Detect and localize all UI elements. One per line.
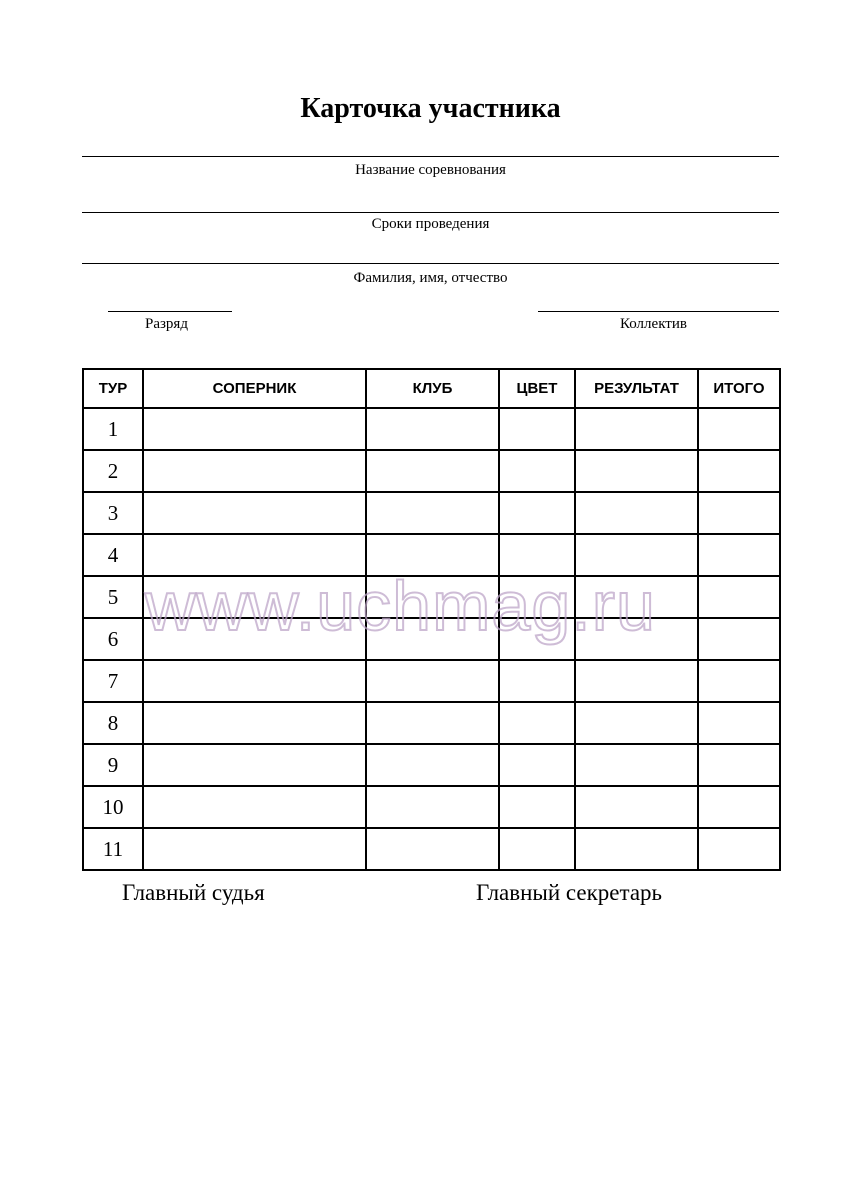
total-cell[interactable] <box>698 450 780 492</box>
club-cell[interactable] <box>366 702 499 744</box>
table-row <box>83 828 780 870</box>
opponent-cell[interactable] <box>143 702 366 744</box>
color-cell[interactable] <box>499 492 575 534</box>
result-cell[interactable] <box>575 702 698 744</box>
opponent-cell[interactable] <box>143 492 366 534</box>
opponent-cell[interactable] <box>143 786 366 828</box>
tour-number: 9 <box>83 744 143 786</box>
tour-number: 7 <box>83 660 143 702</box>
result-cell[interactable] <box>575 744 698 786</box>
total-cell[interactable] <box>698 702 780 744</box>
team-label: Коллектив <box>620 316 687 332</box>
result-cell[interactable] <box>575 786 698 828</box>
watermark: www.uchmag.ru <box>145 567 656 645</box>
tour-number: 11 <box>83 828 143 870</box>
tour-number: 6 <box>83 618 143 660</box>
result-cell[interactable] <box>575 408 698 450</box>
table-row <box>83 660 780 702</box>
total-cell[interactable] <box>698 492 780 534</box>
page-title: Карточка участника <box>300 93 561 124</box>
total-cell[interactable] <box>698 744 780 786</box>
total-cell[interactable] <box>698 408 780 450</box>
header-color: ЦВЕТ <box>499 369 575 408</box>
header-result: РЕЗУЛЬТАТ <box>575 369 698 408</box>
result-cell[interactable] <box>575 828 698 870</box>
total-cell[interactable] <box>698 786 780 828</box>
total-cell[interactable] <box>698 576 780 618</box>
opponent-cell[interactable] <box>143 660 366 702</box>
table-header-row <box>83 369 780 408</box>
opponent-cell[interactable] <box>143 828 366 870</box>
color-cell[interactable] <box>499 408 575 450</box>
table-row <box>83 492 780 534</box>
competition-name-line <box>82 156 779 157</box>
table-row <box>83 786 780 828</box>
tour-number: 10 <box>83 786 143 828</box>
total-cell[interactable] <box>698 828 780 870</box>
color-cell[interactable] <box>499 786 575 828</box>
total-cell[interactable] <box>698 618 780 660</box>
opponent-cell[interactable] <box>143 450 366 492</box>
dates-line <box>82 212 779 213</box>
color-cell[interactable] <box>499 660 575 702</box>
header-club: КЛУБ <box>366 369 499 408</box>
team-line <box>538 311 779 312</box>
color-cell[interactable] <box>499 744 575 786</box>
table-row <box>83 450 780 492</box>
club-cell[interactable] <box>366 660 499 702</box>
total-cell[interactable] <box>698 660 780 702</box>
club-cell[interactable] <box>366 450 499 492</box>
tour-number: 5 <box>83 576 143 618</box>
result-cell[interactable] <box>575 660 698 702</box>
table-row <box>83 702 780 744</box>
header-opponent: СОПЕРНИК <box>143 369 366 408</box>
full-name-label: Фамилия, имя, отчество <box>353 270 508 286</box>
table-row <box>83 744 780 786</box>
color-cell[interactable] <box>499 828 575 870</box>
dates-label: Сроки проведения <box>371 216 490 232</box>
chief-judge-label: Главный судья <box>122 880 265 905</box>
full-name-line <box>82 263 779 264</box>
tour-number: 3 <box>83 492 143 534</box>
tour-number: 2 <box>83 450 143 492</box>
color-cell[interactable] <box>499 702 575 744</box>
result-cell[interactable] <box>575 492 698 534</box>
club-cell[interactable] <box>366 492 499 534</box>
rank-label: Разряд <box>145 316 188 332</box>
result-cell[interactable] <box>575 450 698 492</box>
competition-name-label: Название соревнования <box>355 162 506 178</box>
opponent-cell[interactable] <box>143 744 366 786</box>
tour-number: 8 <box>83 702 143 744</box>
chief-secretary-label: Главный секретарь <box>476 880 663 905</box>
tour-number: 4 <box>83 534 143 576</box>
opponent-cell[interactable] <box>143 408 366 450</box>
club-cell[interactable] <box>366 828 499 870</box>
header-tour: ТУР <box>83 369 143 408</box>
club-cell[interactable] <box>366 786 499 828</box>
tour-number: 1 <box>83 408 143 450</box>
header-total: ИТОГО <box>698 369 780 408</box>
club-cell[interactable] <box>366 744 499 786</box>
color-cell[interactable] <box>499 450 575 492</box>
club-cell[interactable] <box>366 408 499 450</box>
table-row <box>83 408 780 450</box>
rank-line <box>108 311 232 312</box>
total-cell[interactable] <box>698 534 780 576</box>
